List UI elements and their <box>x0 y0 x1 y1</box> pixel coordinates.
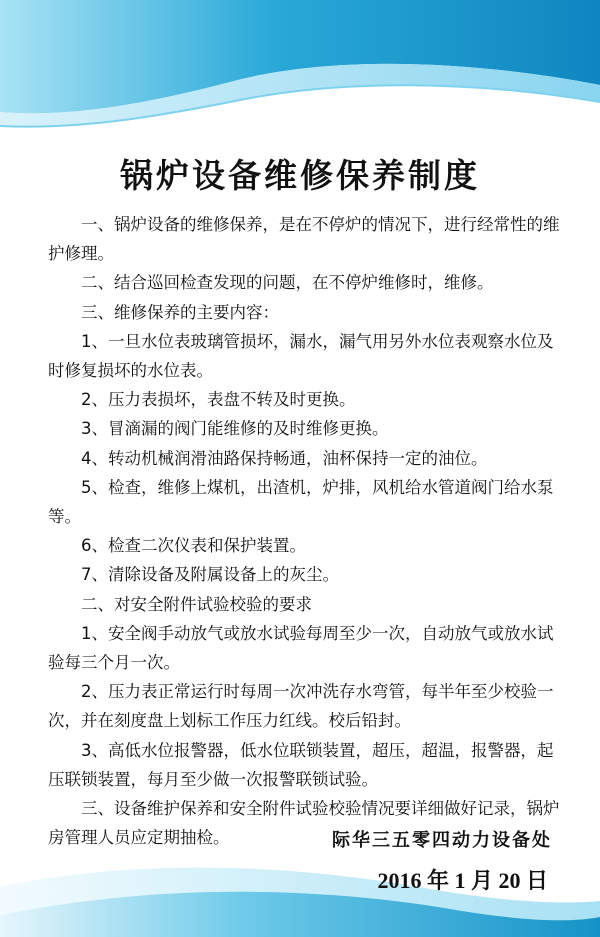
issue-date: 2016 年 1 月 20 日 <box>377 868 548 893</box>
paragraph: 1、安全阀手动放气或放水试验每周至少一次，自动放气或放水试验每三个月一次。 <box>48 623 554 673</box>
paragraph: 一、锅炉设备的维修保养，是在不停炉的情况下，进行经常性的维护修理。 <box>48 215 560 264</box>
issuing-organization: 际华三五零四动力设备处 <box>332 830 552 851</box>
paragraph: 3、高低水位报警器，低水位联锁装置，超压，超温，报警器，起压联锁装置，每月至少做一次报警联锁试验。 <box>48 740 554 789</box>
paragraph: 6、检查二次仪表和保护装置。 <box>81 536 306 556</box>
paragraph: 2、压力表正常运行时每周一次冲洗存水弯管，每半年至少校验一次，并在刻度盘上划标工作压力红线。校后铅封。 <box>48 682 554 731</box>
document-title: 锅炉设备维修保养制度 <box>120 156 480 195</box>
paragraph: 2、压力表损坏，表盘不转及时更换。 <box>81 390 356 410</box>
paragraph: 1、一旦水位表玻璃管损坏，漏水，漏气用另外水位表观察水位及时修复损坏的水位表。 <box>48 331 554 381</box>
paragraph: 5、检查，维修上煤机，出渣机，炉排，风机给水管道阀门给水泵等。 <box>48 477 554 527</box>
paragraph: 二、结合巡回检查发现的问题，在不停炉维修时，维修。 <box>81 273 494 293</box>
top-wave-decoration <box>0 0 600 150</box>
paragraph: 二、对安全附件试验校验的要求 <box>81 594 312 614</box>
paragraph: 3、冒滴漏的阀门能维修的及时维修更换。 <box>81 419 389 439</box>
paragraph: 三、设备维护保养和安全附件试验校验情况要详细做好记录，锅炉房管理人员应定期抽检。 <box>48 799 560 848</box>
paragraph: 7、清除设备及附属设备上的灰尘。 <box>81 565 339 585</box>
paragraph: 4、转动机械润滑油路保持畅通，油杯保持一定的油位。 <box>81 448 488 468</box>
paragraph: 三、维修保养的主要内容： <box>81 302 279 322</box>
document-body <box>48 210 560 852</box>
